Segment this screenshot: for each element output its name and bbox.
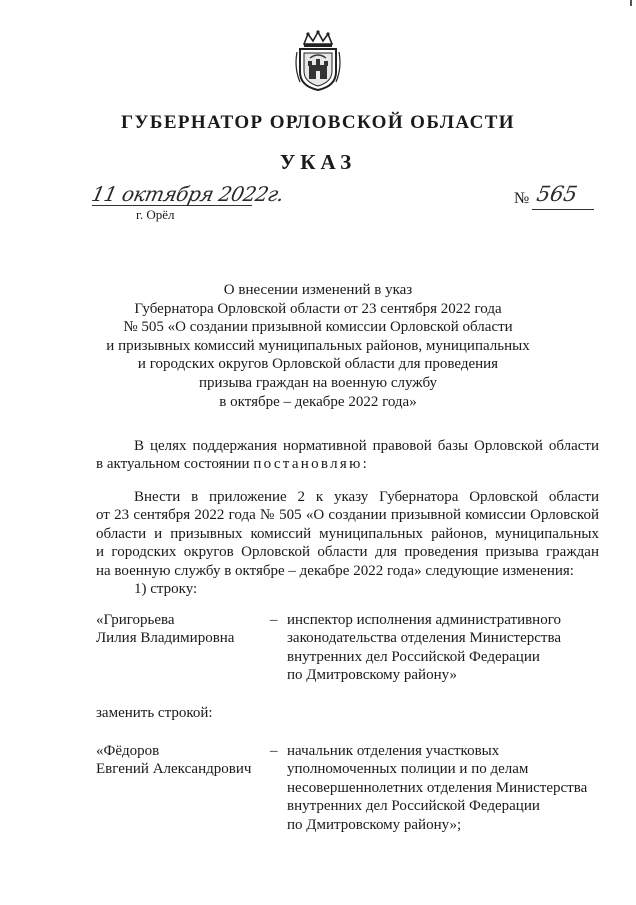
position-line: внутренних дел Российской Федерации: [287, 798, 540, 815]
body-line: на военную службу в октябре – декабре 2022 года» следующие изменения:: [96, 562, 574, 579]
preamble-line: В целях поддержания нормативной правовой базы Орловской области: [134, 438, 599, 454]
name-line: Лилия Владимировна: [96, 630, 235, 647]
position-line: внутренних дел Российской Федерации: [287, 648, 540, 665]
city-label: г. Орёл: [136, 207, 175, 222]
handwritten-date: 11 октября 2022г.: [89, 182, 287, 206]
position-line: по Дмитровскому району»: [287, 667, 457, 684]
body-line: и городских округов Орловской области для проведения призыва граждан: [96, 544, 599, 561]
decree-heading: [90, 281, 546, 411]
scan-mark: [630, 0, 632, 6]
heading-line: и призывных комиссий муниципальных районов, муниципальных: [106, 337, 530, 354]
heading-line: призыва граждан на военную службу: [198, 374, 438, 391]
position-line: законодательства отделения Министерства: [287, 630, 561, 647]
position-line: по Дмитровскому району»;: [287, 816, 462, 833]
heading-line: О внесении изменений в указ: [223, 282, 413, 298]
heading-line: в октябре – декабре 2022 года»: [219, 393, 417, 410]
preamble-line: [96, 455, 599, 473]
body-line: Внести в приложение 2 к указу Губернатора Орловской области: [134, 489, 599, 505]
name-line: «Григорьева: [96, 612, 175, 628]
position-line: уполномоченных полиции и по делам: [287, 761, 529, 778]
decree-type-title: УКАЗ: [279, 150, 357, 174]
new-entry-name: [96, 742, 266, 779]
number-label: №: [514, 190, 530, 207]
name-line: Евгений Александрович: [96, 761, 252, 778]
date-underline: [92, 205, 252, 206]
heading-line: и городских округов Орловской области для проведения: [137, 356, 499, 373]
handwritten-number: 565: [534, 182, 580, 206]
body-line: области и призывных комиссий муниципальных районов, муниципальных: [96, 525, 599, 542]
new-entry-position: [287, 742, 607, 834]
orel-region-coat-of-arms-icon: [294, 30, 342, 92]
entry-dash: –: [270, 743, 278, 759]
replace-instruction: заменить строкой:: [96, 705, 213, 721]
position-line: инспектор исполнения административного: [287, 612, 561, 628]
heading-line: № 505 «О создании призывной комиссии Орловской области: [123, 319, 513, 336]
entry-dash: –: [270, 612, 278, 628]
body-line: 1) строку:: [134, 581, 198, 598]
resolve-word: постановляю: [253, 456, 363, 473]
preamble-colon: :: [362, 456, 367, 473]
position-line: начальник отделения участковых: [287, 743, 500, 759]
preamble-paragraph: [96, 437, 599, 474]
old-entry-name: [96, 611, 266, 648]
position-line: несовершеннолетних отделения Министерства: [287, 779, 588, 796]
old-entry-position: [287, 611, 607, 685]
heading-line: Губернатора Орловской области от 23 сентября 2022 года: [134, 300, 502, 317]
name-line: «Фёдоров: [96, 743, 160, 759]
body-line: от 23 сентября 2022 года № 505 «О создании призывной комиссии Орловской: [96, 507, 599, 524]
body-paragraph: [96, 488, 599, 598]
governor-title: ГУБЕРНАТОР ОРЛОВСКОЙ ОБЛАСТИ: [121, 112, 515, 133]
preamble-text: в актуальном состоянии: [96, 456, 254, 473]
number-underline: [532, 209, 594, 210]
